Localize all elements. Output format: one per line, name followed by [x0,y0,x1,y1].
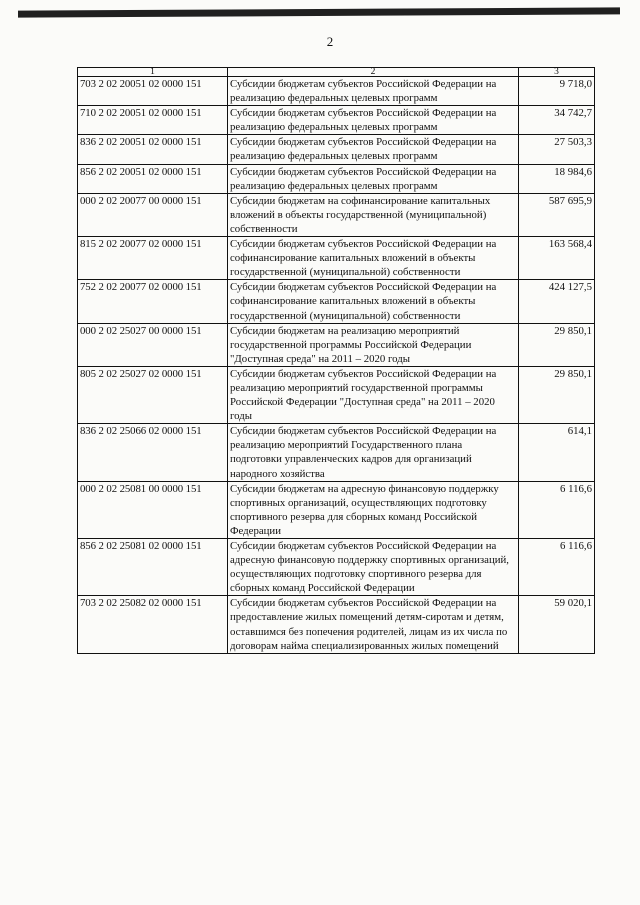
amount-cell: 29 850,1 [519,323,595,366]
table-row [78,366,595,423]
description-cell: Субсидии бюджетам субъектов Российской Федерации на реализацию федеральных целевых программ [228,135,519,164]
amount-cell: 163 568,4 [519,237,595,280]
budget-code-cell: 000 2 02 20077 00 0000 151 [78,193,228,236]
table-row [78,323,595,366]
amount-cell: 59 020,1 [519,596,595,653]
budget-code-cell: 000 2 02 25027 00 0000 151 [78,323,228,366]
table-row [78,106,595,135]
description-cell: Субсидии бюджетам субъектов Российской Федерации на реализацию федеральных целевых программ [228,164,519,193]
amount-cell: 29 850,1 [519,366,595,423]
budget-code-cell: 856 2 02 20051 02 0000 151 [78,164,228,193]
description-cell: Субсидии бюджетам на реализацию мероприятий государственной программы Российской Федерации "Доступная среда" на 2011 – 2020 годы [228,323,519,366]
table-row [78,481,595,538]
budget-code-cell: 752 2 02 20077 02 0000 151 [78,280,228,323]
top-border-rule [18,7,620,17]
table-row [78,193,595,236]
budget-code-cell: 836 2 02 20051 02 0000 151 [78,135,228,164]
budget-code-cell: 710 2 02 20051 02 0000 151 [78,106,228,135]
amount-cell: 614,1 [519,424,595,481]
budget-code-cell: 836 2 02 25066 02 0000 151 [78,424,228,481]
column-header-amount: 3 [519,68,595,77]
description-cell: Субсидии бюджетам субъектов Российской Федерации на предоставление жилых помещений детям-сиротам и детям, оставшимся без попечения родителей, лицам из их числа по договорам найма специализированных жилых помещений [228,596,519,653]
budget-code-cell: 703 2 02 20051 02 0000 151 [78,77,228,106]
table-row [78,539,595,596]
table-row [78,237,595,280]
budget-code-cell: 000 2 02 25081 00 0000 151 [78,481,228,538]
table-row [78,424,595,481]
table-row [78,596,595,653]
amount-cell: 6 116,6 [519,481,595,538]
amount-cell: 6 116,6 [519,539,595,596]
column-header-description: 2 [228,68,519,77]
amount-cell: 18 984,6 [519,164,595,193]
table-header-row [78,68,595,77]
description-cell: Субсидии бюджетам субъектов Российской Федерации на софинансирование капитальных вложений в объекты государственной (муниципальной) собственности [228,280,519,323]
column-header-code: 1 [78,68,228,77]
budget-code-cell: 815 2 02 20077 02 0000 151 [78,237,228,280]
budget-code-cell: 703 2 02 25082 02 0000 151 [78,596,228,653]
description-cell: Субсидии бюджетам субъектов Российской Федерации на реализацию федеральных целевых программ [228,106,519,135]
amount-cell: 27 503,3 [519,135,595,164]
page-number: 2 [326,34,334,49]
table-row [78,280,595,323]
description-cell: Субсидии бюджетам субъектов Российской Федерации на адресную финансовую поддержку спортивных организаций, осуществляющих подготовку спортивного резерва для сборных команд Российской Федерации [228,539,519,596]
table-row [78,135,595,164]
budget-table [77,67,595,654]
table-row [78,77,595,106]
description-cell: Субсидии бюджетам субъектов Российской Федерации на реализацию федеральных целевых программ [228,77,519,106]
budget-code-cell: 856 2 02 25081 02 0000 151 [78,539,228,596]
amount-cell: 9 718,0 [519,77,595,106]
amount-cell: 424 127,5 [519,280,595,323]
description-cell: Субсидии бюджетам субъектов Российской Федерации на реализацию мероприятий Государственного плана подготовки управленческих кадров для организаций народного хозяйства [228,424,519,481]
amount-cell: 34 742,7 [519,106,595,135]
description-cell: Субсидии бюджетам субъектов Российской Федерации на софинансирование капитальных вложений в объекты государственной (муниципальной) собственности [228,237,519,280]
description-cell: Субсидии бюджетам субъектов Российской Федерации на реализацию мероприятий государственной программы Российской Федерации "Доступная среда" на 2011 – 2020 годы [228,366,519,423]
table-row [78,164,595,193]
budget-code-cell: 805 2 02 25027 02 0000 151 [78,366,228,423]
description-cell: Субсидии бюджетам на софинансирование капитальных вложений в объекты государственной (муниципальной) собственности [228,193,519,236]
description-cell: Субсидии бюджетам на адресную финансовую поддержку спортивных организаций, осуществляющих подготовку спортивного резерва для сборных команд Российской Федерации [228,481,519,538]
amount-cell: 587 695,9 [519,193,595,236]
